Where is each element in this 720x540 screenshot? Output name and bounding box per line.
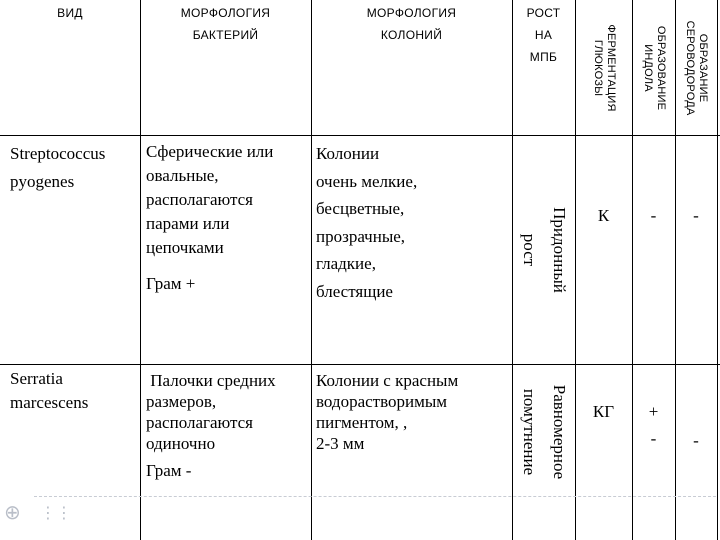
- column-divider: [311, 0, 312, 540]
- header-glucose-fermentation-cell: [575, 0, 632, 135]
- growth-mpb-cell: [512, 136, 575, 364]
- glucose-fermentation: КГ: [592, 402, 615, 421]
- species-name: Streptococcus pyogenes: [10, 144, 106, 191]
- growth-mpb: Придонный рост: [519, 207, 569, 293]
- growth-mpb-cell: [512, 366, 575, 498]
- gram-stain: Грам -: [146, 461, 192, 480]
- indole-formation: -: [650, 206, 657, 225]
- plus-circle-icon[interactable]: ⊕: [4, 500, 21, 524]
- header-species: ВИД: [57, 6, 83, 20]
- row-divider: [0, 135, 720, 136]
- column-divider: [140, 0, 141, 540]
- header-glucose-fermentation: ФЕРМЕНТАЦИЯ ГЛЮКОЗЫ: [591, 23, 617, 112]
- h2s-formation: -: [693, 431, 699, 450]
- grip-dots-icon[interactable]: ⋮⋮: [40, 503, 72, 522]
- column-divider: [717, 0, 718, 540]
- add-row-guide[interactable]: [34, 496, 716, 530]
- colony-morphology: Колонии очень мелкие, бесцветные, прозрачные, гладкие, блестящие: [316, 144, 418, 301]
- row-divider: [0, 364, 720, 365]
- header-h2s-cell: [675, 0, 717, 135]
- cell-morphology: Палочки средних размеров, располагаются одиночно: [146, 371, 276, 453]
- header-colony-morphology: МОРФОЛОГИЯ КОЛОНИЙ: [366, 6, 457, 42]
- colony-morphology: Колонии с красным водорастворимым пигментом, , 2-3 мм: [316, 371, 459, 453]
- header-h2s-formation: ОБРАЗАНИЕ СЕРОВОДОРОДА: [684, 20, 709, 115]
- indole-formation: + -: [648, 402, 659, 448]
- header-indole-formation: ОБРАЗОВАНИЕ ИНДОЛА: [641, 25, 667, 110]
- growth-mpb: Равномерное помутнение: [519, 384, 569, 480]
- gram-stain: Грам +: [146, 274, 196, 293]
- header-growth-mpb: РОСТ НА МПБ: [526, 6, 561, 64]
- header-indole-cell: [632, 0, 675, 135]
- header-cell-morphology: МОРФОЛОГИЯ БАКТЕРИЙ: [180, 6, 271, 42]
- species-name: Serratia marcescens: [10, 369, 89, 412]
- cell-morphology: Сферические или овальные, располагаются парами или цепочками: [146, 142, 274, 257]
- h2s-formation: -: [693, 206, 699, 225]
- glucose-fermentation: К: [597, 206, 610, 225]
